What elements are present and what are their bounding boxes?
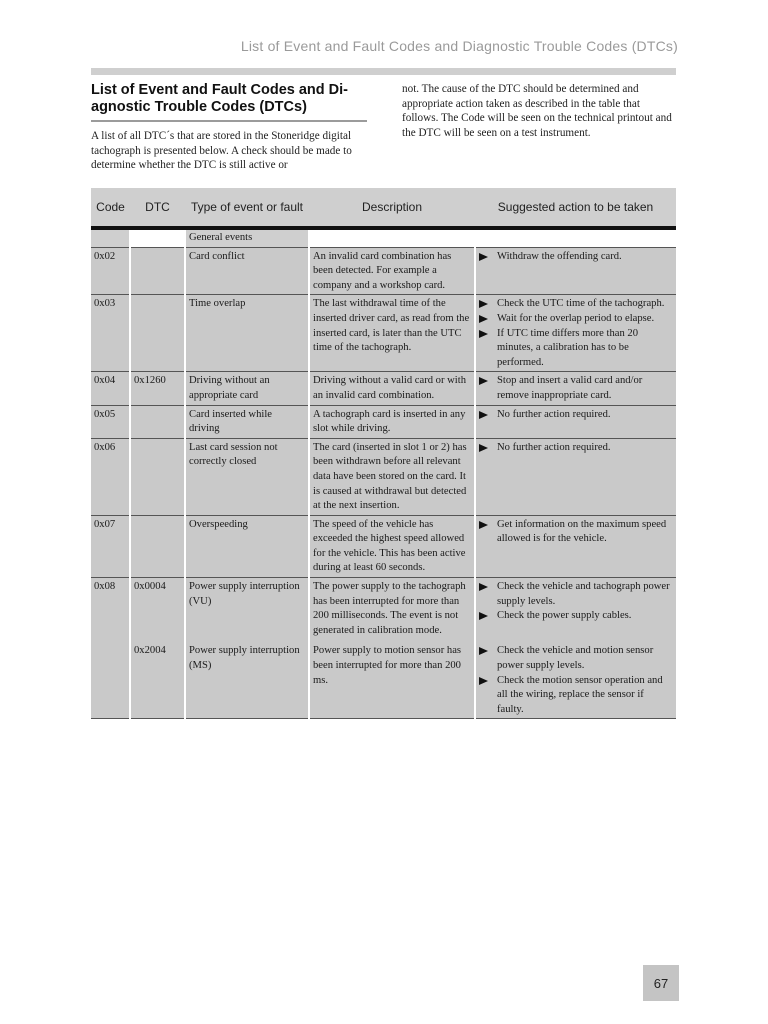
header-rule	[91, 68, 676, 75]
cell-dtc	[130, 515, 185, 577]
action-item	[479, 250, 673, 265]
action-text: Wait for the overlap period to elapse.	[497, 312, 655, 324]
intro-paragraph-right: not. The cause of the DTC should be determined and appropriate action taken as described in the table that follows. The Code will be seen on the technical printout and the DTC will be seen on a test instrument.	[402, 83, 672, 139]
cell-type: Power supply interruption (MS)	[185, 639, 309, 718]
action-text: No further action required.	[497, 408, 611, 420]
action-text: Check the power supply cables.	[497, 610, 632, 622]
action-item	[479, 374, 673, 403]
cell-code: 0x07	[91, 515, 130, 577]
cell-code: 0x02	[91, 247, 130, 295]
bullet-triangle-icon	[479, 444, 488, 452]
section-row	[91, 228, 676, 247]
cell-description: The speed of the vehicle has exceeded the highest speed allowed for the vehicle. This has been active during at least 60 seconds.	[309, 515, 475, 577]
intro-right-column	[402, 82, 678, 140]
action-list	[479, 580, 673, 624]
action-list	[479, 441, 673, 456]
cell-type: Power supply interruption (VU)	[185, 578, 309, 640]
cell-code: 0x08	[91, 578, 130, 640]
cell-actions	[475, 578, 676, 640]
cell-dtc	[130, 295, 185, 372]
bullet-triangle-icon	[479, 647, 488, 655]
action-text: Withdraw the offending card.	[497, 250, 622, 262]
cell-dtc	[130, 438, 185, 515]
bullet-triangle-icon	[479, 612, 488, 620]
action-text: If UTC time differs more than 20 minutes, a calibration has to be performed.	[497, 327, 639, 368]
section-cell-action	[475, 228, 676, 247]
cell-description: Driving without a valid card or with an invalid card combination.	[309, 372, 475, 405]
action-list	[479, 644, 673, 717]
cell-dtc: 0x1260	[130, 372, 185, 405]
table-row	[91, 295, 676, 372]
action-list	[479, 518, 673, 547]
cell-description: An invalid card combination has been detected. For example a company and a workshop card.	[309, 247, 475, 295]
table-row	[91, 578, 676, 640]
cell-type: Driving without an appropriate card	[185, 372, 309, 405]
col-header-type: Type of event or fault	[185, 188, 309, 228]
action-text: Check the motion sensor operation and all the wiring, replace the sensor if faulty.	[497, 674, 663, 715]
col-header-action: Suggested action to be taken	[475, 188, 676, 228]
cell-code: 0x05	[91, 405, 130, 438]
cell-code	[91, 639, 130, 718]
action-item	[479, 441, 673, 456]
cell-type: Overspeeding	[185, 515, 309, 577]
bullet-triangle-icon	[479, 315, 488, 323]
cell-dtc	[130, 405, 185, 438]
action-text: No further action required.	[497, 441, 611, 453]
cell-description: The last withdrawal time of the inserted driver card, as read from the inserted card, is later than the UTC time of the tachograph.	[309, 295, 475, 372]
cell-description: The card (inserted in slot 1 or 2) has been withdrawn before all relevant data have been stored on the card. It is caused at withdrawal but detected at the next insertion.	[309, 438, 475, 515]
intro-left-column	[91, 82, 367, 173]
action-list	[479, 297, 673, 370]
cell-dtc: 0x2004	[130, 639, 185, 718]
table-row	[91, 372, 676, 405]
bullet-triangle-icon	[479, 377, 488, 385]
table-body	[91, 228, 676, 719]
cell-type: Last card session not correctly closed	[185, 438, 309, 515]
bullet-triangle-icon	[479, 677, 488, 685]
table-header-row	[91, 188, 676, 228]
section-label: General events	[185, 228, 309, 247]
action-item	[479, 408, 673, 423]
cell-description: Power supply to motion sensor has been interrupted for more than 200 ms.	[309, 639, 475, 718]
intro-paragraph-left: A list of all DTC´s that are stored in the Stoneridge digital tachograph is presented below. A check should be made to determine whether the DTC is still active or	[91, 130, 352, 171]
bullet-triangle-icon	[479, 300, 488, 308]
action-text: Check the UTC time of the tachograph.	[497, 298, 665, 310]
action-list	[479, 408, 673, 423]
table-row	[91, 247, 676, 295]
cell-type: Card conflict	[185, 247, 309, 295]
cell-actions	[475, 515, 676, 577]
section-cell-code	[91, 228, 130, 247]
cell-code: 0x06	[91, 438, 130, 515]
col-header-description: Description	[309, 188, 475, 228]
cell-dtc: 0x0004	[130, 578, 185, 640]
action-text: Check the vehicle and tachograph power supply levels.	[497, 581, 670, 607]
col-header-code: Code	[91, 188, 130, 228]
section-title-line-1: List of Event and Fault Codes and Di-	[91, 82, 348, 98]
bullet-triangle-icon	[479, 330, 488, 338]
action-item	[479, 518, 673, 547]
cell-dtc	[130, 247, 185, 295]
action-list	[479, 374, 673, 403]
cell-description: The power supply to the tachograph has been interrupted for more than 200 milliseconds. The event is not generated in calibration mode.	[309, 578, 475, 640]
bullet-triangle-icon	[479, 521, 488, 529]
cell-code: 0x03	[91, 295, 130, 372]
action-item	[479, 674, 673, 718]
cell-type: Card inserted while driving	[185, 405, 309, 438]
bullet-triangle-icon	[479, 583, 488, 591]
action-list	[479, 250, 673, 265]
action-item	[479, 297, 673, 312]
action-item	[479, 609, 673, 624]
dtc-table	[91, 188, 676, 719]
title-rule	[91, 120, 367, 122]
action-item	[479, 644, 673, 673]
action-item	[479, 580, 673, 609]
bullet-triangle-icon	[479, 253, 488, 261]
table-row	[91, 515, 676, 577]
table-row	[91, 639, 676, 718]
cell-description: A tachograph card is inserted in any slot while driving.	[309, 405, 475, 438]
cell-actions	[475, 405, 676, 438]
section-title	[91, 82, 367, 116]
cell-actions	[475, 639, 676, 718]
col-header-dtc: DTC	[130, 188, 185, 228]
bullet-triangle-icon	[479, 411, 488, 419]
page-number: 67	[643, 965, 679, 1001]
table-row	[91, 438, 676, 515]
cell-code: 0x04	[91, 372, 130, 405]
section-cell-description	[309, 228, 475, 247]
section-cell-dtc	[130, 228, 185, 247]
running-head: List of Event and Fault Codes and Diagnostic Trouble Codes (DTCs)	[240, 38, 678, 54]
action-text: Get information on the maximum speed allowed is for the vehicle.	[497, 518, 667, 545]
table-row	[91, 405, 676, 438]
cell-actions	[475, 295, 676, 372]
action-item	[479, 327, 673, 371]
cell-actions	[475, 372, 676, 405]
action-text: Stop and insert a valid card and/or remove inappropriate card.	[497, 375, 643, 401]
section-title-line-2: agnostic Trouble Codes (DTCs)	[91, 99, 307, 115]
cell-type: Time overlap	[185, 295, 309, 372]
action-item	[479, 312, 673, 327]
action-text: Check the vehicle and motion sensor power supply levels.	[497, 645, 654, 672]
cell-actions	[475, 247, 676, 295]
cell-actions	[475, 438, 676, 515]
